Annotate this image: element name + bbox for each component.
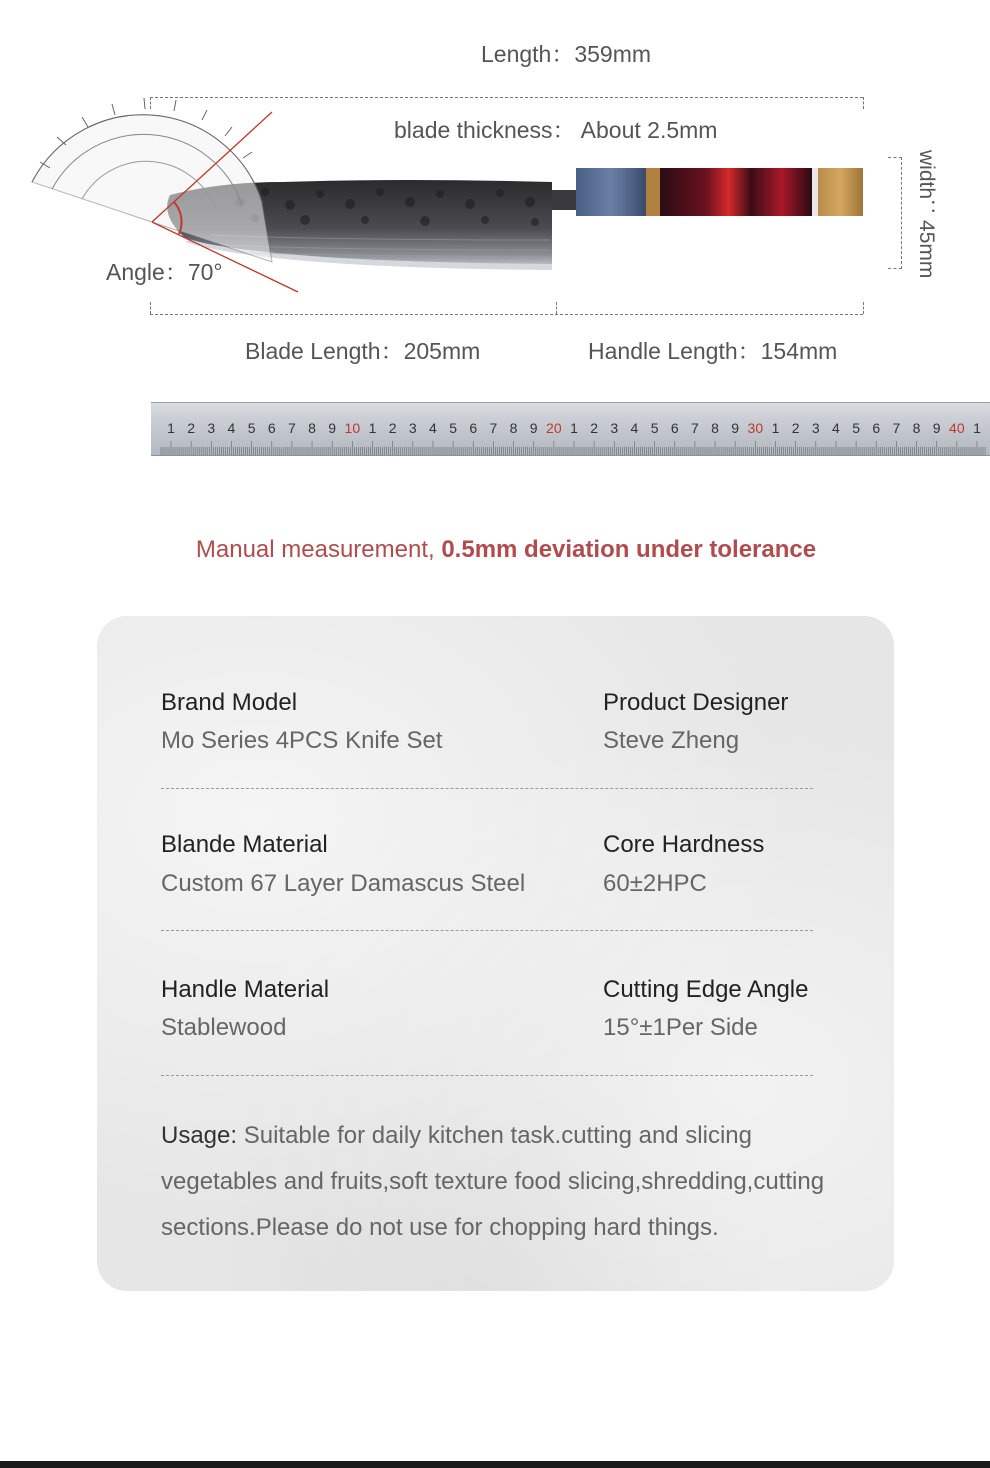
blade-length-label: Blade Length：205mm (245, 338, 481, 364)
blade-dimension-tick-left (150, 302, 151, 314)
ruler-minor-label: 2 (388, 420, 397, 436)
spec-value-brand-model: Mo Series 4PCS Knife Set (161, 727, 443, 754)
ruler-minor-label: 3 (207, 420, 216, 436)
ruler-minor-label: 8 (509, 420, 518, 436)
ruler-minor-label: 9 (731, 420, 740, 436)
usage-label: Usage: (161, 1122, 238, 1149)
ruler-minor-label: 4 (630, 420, 639, 436)
width-dimension-line (901, 157, 902, 269)
ruler-minor-label: 4 (832, 420, 840, 436)
usage-text (161, 1113, 861, 1251)
ruler-major-label: 20 (546, 420, 562, 436)
ruler-minor-label: 6 (267, 420, 276, 436)
ruler-minor-label: 8 (912, 420, 921, 436)
ruler-minor-label: 6 (469, 420, 478, 436)
ruler-minor-label: 3 (408, 420, 417, 436)
blade-handle-dimension-line (150, 314, 863, 315)
ruler-minor-label: 5 (247, 420, 256, 436)
ruler-minor-label: 4 (429, 420, 437, 436)
ruler-minor-label: 5 (650, 420, 659, 436)
spec-divider (161, 930, 813, 931)
angle-label: Angle：70° (106, 259, 223, 285)
ruler-minor-label: 1 (771, 420, 780, 436)
spec-value-handle-material: Stablewood (161, 1014, 287, 1041)
ruler-minor-label: 5 (852, 420, 860, 436)
spec-value-product-designer: Steve Zheng (603, 727, 740, 754)
spec-card (97, 616, 894, 1291)
spec-title-product-designer: Product Designer (603, 689, 789, 716)
ruler-minor-label: 8 (711, 420, 719, 436)
ruler-minor-label: 6 (872, 420, 881, 436)
spec-title-cutting-edge-angle: Cutting Edge Angle (603, 976, 809, 1003)
ruler-minor-label: 1 (570, 420, 578, 436)
spec-value-cutting-edge-angle: 15°±1Per Side (603, 1014, 758, 1041)
ruler (151, 402, 990, 456)
ruler-minor-label: 7 (489, 420, 498, 436)
ruler-minor-label: 7 (892, 420, 901, 436)
note-prefix: Manual measurement, (195, 536, 435, 563)
ruler-minor-label: 9 (529, 420, 538, 436)
ruler-minor-label: 9 (328, 420, 337, 436)
spec-divider (161, 1075, 813, 1076)
width-dimension-top (888, 157, 902, 158)
width-label: width：45mm (915, 150, 938, 279)
ruler-minor-label: 9 (932, 420, 941, 436)
ruler-markings (151, 403, 990, 455)
ruler-minor-label: 8 (308, 420, 316, 436)
ruler-minor-label: 4 (227, 420, 236, 436)
usage-description: Suitable for daily kitchen task.cutting and slicing vegetables and fruits,soft texture food slicing,shredding,cutting sections.Please do not use for chopping hard things. (161, 1122, 825, 1241)
spec-title-brand-model: Brand Model (161, 689, 298, 716)
note-emphasis: 0.5mm deviation under tolerance (434, 536, 817, 563)
length-label: Length：359mm (481, 41, 652, 67)
spec-title-blade-material: Blande Material (161, 831, 328, 858)
ruler-minor-label: 1 (167, 420, 175, 436)
handle-length-label: Handle Length：154mm (588, 338, 838, 364)
ruler-minor-label: 3 (610, 420, 619, 436)
spec-title-handle-material: Handle Material (161, 976, 330, 1003)
width-dimension-bottom (888, 268, 902, 269)
handle-dimension-tick-right (863, 302, 864, 314)
spec-title-core-hardness: Core Hardness (603, 831, 765, 858)
spec-value-blade-material: Custom 67 Layer Damascus Steel (161, 870, 526, 897)
spec-value-core-hardness: 60±2HPC (603, 870, 707, 897)
ruler-minor-label: 2 (791, 420, 800, 436)
ruler-minor-label: 2 (187, 420, 196, 436)
bottom-bar (0, 1461, 990, 1468)
ruler-major-label: 30 (747, 420, 764, 436)
ruler-minor-label: 1 (973, 420, 981, 436)
ruler-minor-label: 2 (590, 420, 599, 436)
spec-divider (161, 788, 813, 789)
ruler-minor-label: 6 (670, 420, 679, 436)
ruler-minor-label: 1 (368, 420, 377, 436)
ruler-minor-label: 5 (449, 420, 457, 436)
ruler-major-label: 10 (344, 420, 361, 436)
ruler-minor-label: 7 (288, 420, 296, 436)
ruler-minor-label: 7 (691, 420, 699, 436)
measurement-note (0, 536, 990, 564)
ruler-major-label: 40 (949, 420, 965, 436)
thickness-label: blade thickness： About 2.5mm (394, 117, 718, 143)
blade-handle-split-tick (556, 302, 557, 314)
ruler-minor-label: 3 (811, 420, 820, 436)
